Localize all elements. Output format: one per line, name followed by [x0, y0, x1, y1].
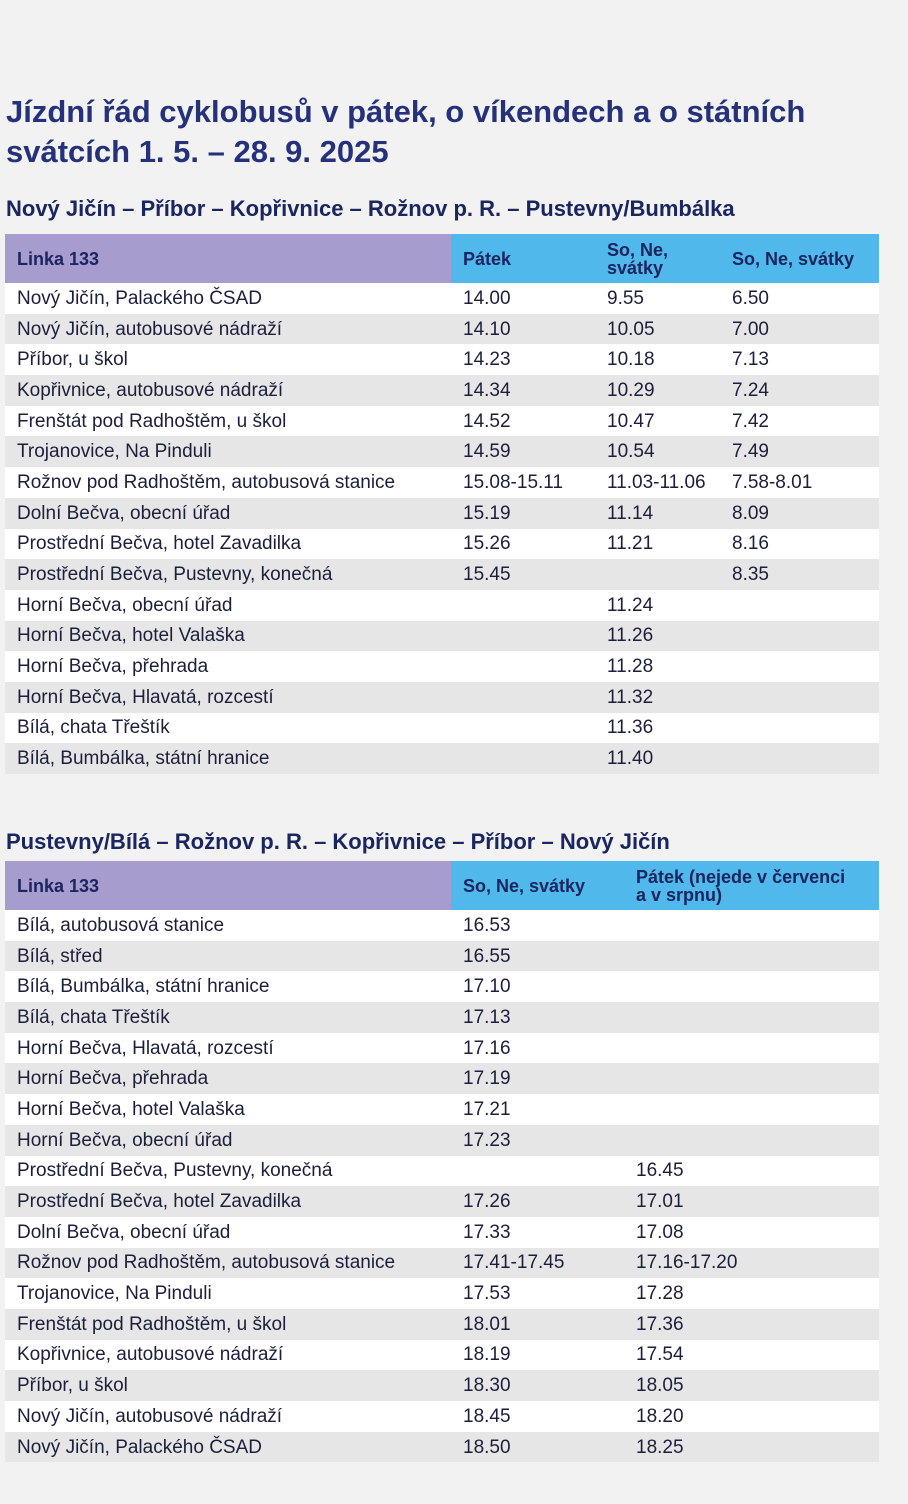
weekend-time-cell: 10.29: [595, 375, 720, 406]
stop-name-cell: Dolní Bečva, obecní úřad: [5, 498, 451, 529]
weekend-time-cell: 7.58-8.01: [720, 467, 879, 498]
stop-name-cell: Prostřední Bečva, hotel Zavadilka: [5, 1186, 451, 1217]
stop-name-cell: Rožnov pod Radhoštěm, autobusová stanice: [5, 1248, 451, 1279]
weekend-time-cell: 18.45: [451, 1401, 624, 1432]
friday-time-cell: 17.54: [624, 1340, 879, 1371]
stop-name-cell: Horní Bečva, Hlavatá, rozcestí: [5, 682, 451, 713]
friday-time-cell: [624, 971, 879, 1002]
weekend-time-cell: 17.53: [451, 1278, 624, 1309]
stop-name-cell: Horní Bečva, obecní úřad: [5, 590, 451, 621]
table-row: [5, 1309, 879, 1340]
stop-name-cell: Trojanovice, Na Pinduli: [5, 1278, 451, 1309]
weekend-time-cell: 11.14: [595, 498, 720, 529]
weekend-time-cell: 17.41-17.45: [451, 1248, 624, 1279]
weekend-time-cell: 17.10: [451, 971, 624, 1002]
table-row: [5, 375, 879, 406]
weekend-time-cell: 17.23: [451, 1125, 624, 1156]
header-friday-note: Pátek (nejede v červenci a v srpnu): [624, 861, 879, 910]
table-row: [5, 559, 879, 590]
friday-time-cell: 14.59: [451, 436, 595, 467]
friday-time-cell: 18.05: [624, 1370, 879, 1401]
weekend-time-cell: 18.50: [451, 1432, 624, 1463]
friday-time-cell: 18.20: [624, 1401, 879, 1432]
friday-time-cell: [624, 941, 879, 972]
table-row: [5, 971, 879, 1002]
friday-time-cell: 14.10: [451, 314, 595, 345]
stop-name-cell: Frenštát pod Radhoštěm, u škol: [5, 1309, 451, 1340]
table-row: [5, 713, 879, 744]
table-row: [5, 910, 879, 941]
friday-time-cell: [624, 1063, 879, 1094]
friday-time-cell: 14.00: [451, 283, 595, 314]
weekend-time-cell: 8.09: [720, 498, 879, 529]
friday-time-cell: 15.45: [451, 559, 595, 590]
weekend-time-cell: 10.54: [595, 436, 720, 467]
table-row: [5, 743, 879, 774]
table-row: [5, 436, 879, 467]
table-row: [5, 1401, 879, 1432]
stop-name-cell: Frenštát pod Radhoštěm, u škol: [5, 406, 451, 437]
friday-time-cell: 17.36: [624, 1309, 879, 1340]
weekend-time-cell: 10.05: [595, 314, 720, 345]
weekend-time-cell: 10.18: [595, 344, 720, 375]
stop-name-cell: Bílá, chata Třeštík: [5, 713, 451, 744]
stop-name-cell: Horní Bečva, přehrada: [5, 1063, 451, 1094]
stop-name-cell: Rožnov pod Radhoštěm, autobusová stanice: [5, 467, 451, 498]
weekend-time-cell: 11.36: [595, 713, 720, 744]
weekend-time-cell: 7.13: [720, 344, 879, 375]
weekend-time-cell: 8.35: [720, 559, 879, 590]
header-weekend-2: So, Ne, svátky: [720, 234, 879, 283]
weekend-time-cell: 7.49: [720, 436, 879, 467]
stop-name-cell: Horní Bečva, hotel Valaška: [5, 621, 451, 652]
header-friday: Pátek: [451, 234, 595, 283]
table-row: [5, 1248, 879, 1279]
weekend-time-cell: [720, 651, 879, 682]
table-header-row: [5, 861, 879, 910]
weekend-time-cell: [720, 621, 879, 652]
weekend-time-cell: 17.26: [451, 1186, 624, 1217]
stop-name-cell: Bílá, chata Třeštík: [5, 1002, 451, 1033]
weekend-time-cell: 10.47: [595, 406, 720, 437]
stop-name-cell: Dolní Bečva, obecní úřad: [5, 1217, 451, 1248]
table-row: [5, 283, 879, 314]
weekend-time-cell: 18.01: [451, 1309, 624, 1340]
weekend-time-cell: 11.40: [595, 743, 720, 774]
stop-name-cell: Prostřední Bečva, hotel Zavadilka: [5, 529, 451, 560]
stop-name-cell: Horní Bečva, přehrada: [5, 651, 451, 682]
weekend-time-cell: 8.16: [720, 529, 879, 560]
weekend-time-cell: 18.19: [451, 1340, 624, 1371]
weekend-time-cell: [595, 559, 720, 590]
stop-name-cell: Kopřivnice, autobusové nádraží: [5, 1340, 451, 1371]
table-row: [5, 590, 879, 621]
table-row: [5, 344, 879, 375]
table-row: [5, 1033, 879, 1064]
weekend-time-cell: 16.53: [451, 910, 624, 941]
weekend-time-cell: [720, 590, 879, 621]
table-row: [5, 1002, 879, 1033]
friday-time-cell: 17.16-17.20: [624, 1248, 879, 1279]
friday-time-cell: [451, 713, 595, 744]
friday-time-cell: [624, 1094, 879, 1125]
stop-name-cell: Nový Jičín, autobusové nádraží: [5, 314, 451, 345]
timetable-return: [5, 861, 879, 1462]
stop-name-cell: Bílá, Bumbálka, státní hranice: [5, 971, 451, 1002]
stop-name-cell: Horní Bečva, hotel Valaška: [5, 1094, 451, 1125]
weekend-time-cell: 11.26: [595, 621, 720, 652]
stop-name-cell: Bílá, autobusová stanice: [5, 910, 451, 941]
friday-time-cell: [451, 743, 595, 774]
table-row: [5, 1125, 879, 1156]
weekend-time-cell: 6.50: [720, 283, 879, 314]
table-row: [5, 1432, 879, 1463]
header-line: Linka 133: [5, 234, 451, 283]
weekend-time-cell: 7.42: [720, 406, 879, 437]
weekend-time-cell: 17.21: [451, 1094, 624, 1125]
friday-time-cell: 17.01: [624, 1186, 879, 1217]
table-row: [5, 314, 879, 345]
stop-name-cell: Příbor, u škol: [5, 344, 451, 375]
table-row: [5, 621, 879, 652]
timetable-outbound: [5, 234, 879, 774]
friday-time-cell: [624, 1002, 879, 1033]
stop-name-cell: Bílá, Bumbálka, státní hranice: [5, 743, 451, 774]
weekend-time-cell: 11.32: [595, 682, 720, 713]
friday-time-cell: [451, 651, 595, 682]
table-row: [5, 1340, 879, 1371]
weekend-time-cell: 7.00: [720, 314, 879, 345]
weekend-time-cell: 9.55: [595, 283, 720, 314]
stop-name-cell: Nový Jičín, Palackého ČSAD: [5, 1432, 451, 1463]
table-row: [5, 1156, 879, 1187]
table-row: [5, 406, 879, 437]
header-weekend-1: So, Ne, svátky: [595, 234, 720, 283]
weekend-time-cell: 7.24: [720, 375, 879, 406]
weekend-time-cell: 16.55: [451, 941, 624, 972]
stop-name-cell: Příbor, u škol: [5, 1370, 451, 1401]
weekend-time-cell: [720, 713, 879, 744]
friday-time-cell: 14.52: [451, 406, 595, 437]
table-row: [5, 498, 879, 529]
weekend-time-cell: 17.33: [451, 1217, 624, 1248]
weekend-time-cell: 11.24: [595, 590, 720, 621]
table-row: [5, 1278, 879, 1309]
weekend-time-cell: [720, 682, 879, 713]
stop-name-cell: Horní Bečva, Hlavatá, rozcestí: [5, 1033, 451, 1064]
header-line: Linka 133: [5, 861, 451, 910]
table-row: [5, 1370, 879, 1401]
weekend-time-cell: [720, 743, 879, 774]
weekend-time-cell: 17.19: [451, 1063, 624, 1094]
stop-name-cell: Kopřivnice, autobusové nádraží: [5, 375, 451, 406]
stop-name-cell: Prostřední Bečva, Pustevny, konečná: [5, 559, 451, 590]
stop-name-cell: Bílá, střed: [5, 941, 451, 972]
friday-time-cell: 17.28: [624, 1278, 879, 1309]
weekend-time-cell: 11.21: [595, 529, 720, 560]
weekend-time-cell: 17.16: [451, 1033, 624, 1064]
weekend-time-cell: [451, 1156, 624, 1187]
header-weekend: So, Ne, svátky: [451, 861, 624, 910]
table-row: [5, 1063, 879, 1094]
table-row: [5, 941, 879, 972]
table-row: [5, 651, 879, 682]
friday-time-cell: [451, 621, 595, 652]
weekend-time-cell: 17.13: [451, 1002, 624, 1033]
table2-route-title: Pustevny/Bílá – Rožnov p. R. – Kopřivnice – Příbor – Nový Jičín: [6, 829, 670, 854]
weekend-time-cell: 18.30: [451, 1370, 624, 1401]
friday-time-cell: 15.26: [451, 529, 595, 560]
friday-time-cell: [624, 910, 879, 941]
weekend-time-cell: 11.28: [595, 651, 720, 682]
stop-name-cell: Nový Jičín, autobusové nádraží: [5, 1401, 451, 1432]
friday-time-cell: 15.08-15.11: [451, 467, 595, 498]
weekend-time-cell: 11.03-11.06: [595, 467, 720, 498]
friday-time-cell: 14.23: [451, 344, 595, 375]
friday-time-cell: 17.08: [624, 1217, 879, 1248]
friday-time-cell: 14.34: [451, 375, 595, 406]
friday-time-cell: [451, 682, 595, 713]
friday-time-cell: [451, 590, 595, 621]
friday-time-cell: [624, 1125, 879, 1156]
table-row: [5, 467, 879, 498]
table-row: [5, 682, 879, 713]
friday-time-cell: 15.19: [451, 498, 595, 529]
stop-name-cell: Trojanovice, Na Pinduli: [5, 436, 451, 467]
page-title: Jízdní řád cyklobusů v pátek, o víkendech a o státních svátcích 1. 5. – 28. 9. 2025: [6, 94, 806, 169]
table-header-row: [5, 234, 879, 283]
friday-time-cell: [624, 1033, 879, 1064]
stop-name-cell: Nový Jičín, Palackého ČSAD: [5, 283, 451, 314]
stop-name-cell: Prostřední Bečva, Pustevny, konečná: [5, 1156, 451, 1187]
friday-time-cell: 18.25: [624, 1432, 879, 1463]
friday-time-cell: 16.45: [624, 1156, 879, 1187]
table-row: [5, 1094, 879, 1125]
table1-route-title: Nový Jičín – Příbor – Kopřivnice – Rožnov p. R. – Pustevny/Bumbálka: [6, 196, 735, 221]
table-row: [5, 1186, 879, 1217]
stop-name-cell: Horní Bečva, obecní úřad: [5, 1125, 451, 1156]
table-row: [5, 529, 879, 560]
table-row: [5, 1217, 879, 1248]
